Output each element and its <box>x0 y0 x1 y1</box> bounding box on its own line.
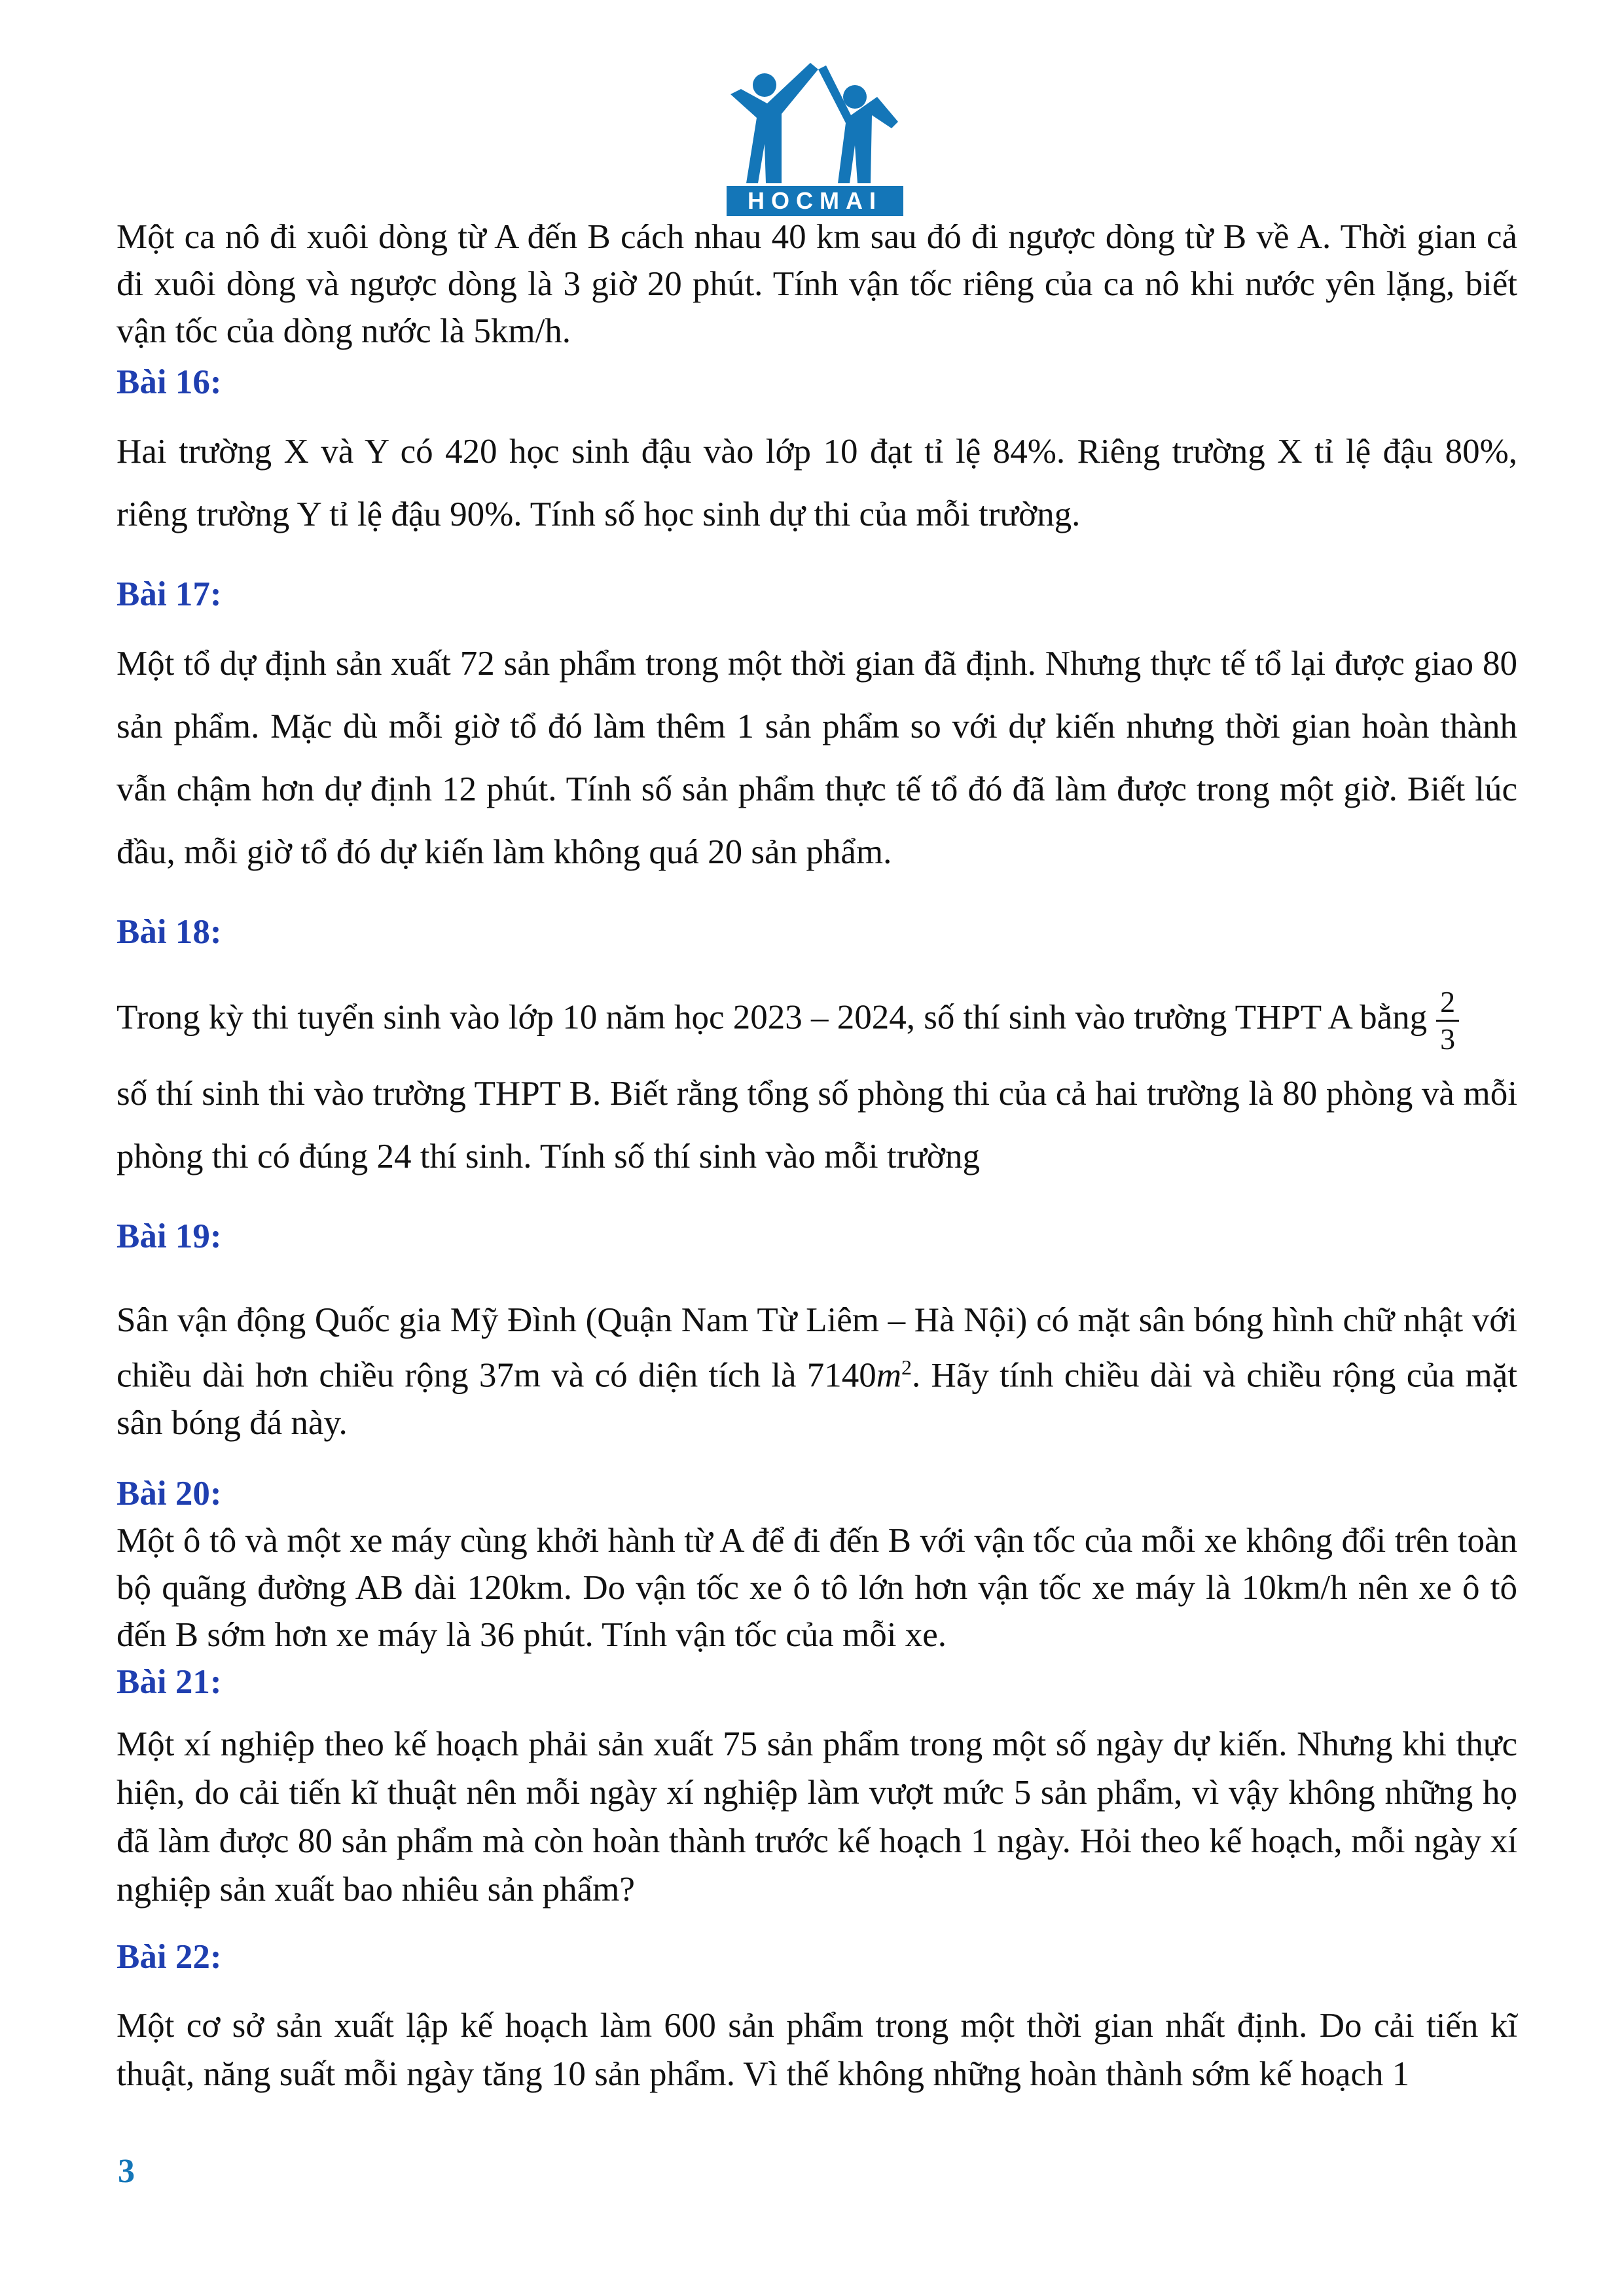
problem-17-text: Một tổ dự định sản xuất 72 sản phẩm trong một thời gian đã định. Nhưng thực tế tổ lại được giao 80 sản phẩm. Mặc dù mỗi giờ tổ đó làm thêm 1 sản phẩm so với dự kiến nhưng thời gian hoàn thành vẫn chậm hơn dự định 12 phút. Tính số sản phẩm thực tế tổ đó đã làm được trong một giờ. Biết lúc đầu, mỗi giờ tổ đó dự kiến làm không quá 20 sản phẩm. <box>117 645 1517 871</box>
hocmai-figures-icon <box>727 60 903 185</box>
intro-paragraph: Một ca nô đi xuôi dòng từ A đến B cách nhau 40 km sau đó đi ngược dòng từ B về A. Thời gian cả đi xuôi dòng và ngược dòng là 3 giờ 20 phút. Tính vận tốc riêng của ca nô khi nước yên lặng, biết vận tốc của dòng nước là 5km/h. <box>117 218 1517 350</box>
problem-17-title: Bài 17: <box>117 575 222 613</box>
problem-16-text: Hai trường X và Y có 420 học sinh đậu vào lớp 10 đạt tỉ lệ 84%. Riêng trường X tỉ lệ đậu 80%, riêng trường Y tỉ lệ đậu 90%. Tính số học sinh dự thi của mỗi trường. <box>117 433 1517 533</box>
fraction-numerator: 2 <box>1436 984 1459 1022</box>
problem-21-text: Một xí nghiệp theo kế hoạch phải sản xuất 75 sản phẩm trong một số ngày dự kiến. Nhưng khi thực hiện, do cải tiến kĩ thuật nên mỗi ngày xí nghiệp làm vượt mức 5 sản phẩm, vì vậy không những họ đã làm được 80 sản phẩm mà còn hoàn thành trước kế hoạch 1 ngày. Hỏi theo kế hoạch, mỗi ngày xí nghiệp sản xuất bao nhiêu sản phẩm? <box>117 1725 1517 1909</box>
problem-19-text-a: Sân vận động Quốc gia Mỹ Đình (Quận Nam Từ Liêm – Hà Nội) có mặt sân bóng hình chữ nhật với chiều dài hơn chiều rộng 37m và có diện tích là 7140 <box>117 1301 1517 1395</box>
problem-18-text <box>117 984 1517 1057</box>
problem-19-title: Bài 19: <box>117 1217 222 1255</box>
area-unit: m <box>876 1356 902 1395</box>
problem-20-text: Một ô tô và một xe máy cùng khởi hành từ A để đi đến B với vận tốc của mỗi xe không đổi trên toàn bộ quãng đường AB dài 120km. Do vận tốc xe ô tô lớn hơn vận tốc xe máy là 10km/h nên xe ô tô đến B sớm hơn xe máy là 36 phút. Tính vận tốc của mỗi xe. <box>117 1521 1517 1654</box>
problem-19-text-b: . Hãy tính chiều dài và chiều rộng của mặt sân bóng đá này. <box>117 1356 1517 1442</box>
problem-18-title: Bài 18: <box>117 913 222 951</box>
logo-text: HOCMAI <box>727 186 903 216</box>
area-exponent: 2 <box>901 1355 912 1379</box>
problem-22-text: Một cơ sở sản xuất lập kế hoạch làm 600 sản phẩm trong một thời gian nhất định. Do cải tiến kĩ thuật, năng suất mỗi ngày tăng 10 sản phẩm. Vì thế không những hoàn thành sớm kế hoạch 1 <box>117 2006 1517 2093</box>
problem-19-text <box>117 1297 1517 1446</box>
hocmai-logo <box>727 60 903 216</box>
problem-18-text-b: số thí sinh thi vào trường THPT B. Biết rằng tổng số phòng thi của cả hai trường là 80 phòng và mỗi phòng thi có đúng 24 thí sinh. Tính số thí sinh vào mỗi trường <box>117 1075 1517 1175</box>
problem-21-title: Bài 21: <box>117 1662 222 1701</box>
page-number: 3 <box>118 2153 135 2190</box>
problem-16-title: Bài 16: <box>117 363 222 401</box>
problem-22-title: Bài 22: <box>117 1937 222 1976</box>
fraction-two-thirds <box>1436 984 1459 1057</box>
document-body <box>117 213 1517 2098</box>
problem-20-title: Bài 20: <box>117 1474 222 1513</box>
problem-18-text-a: Trong kỳ thi tuyển sinh vào lớp 10 năm học 2023 – 2024, số thí sinh vào trường THPT A bằng <box>117 998 1428 1037</box>
fraction-denominator: 3 <box>1440 1022 1456 1056</box>
